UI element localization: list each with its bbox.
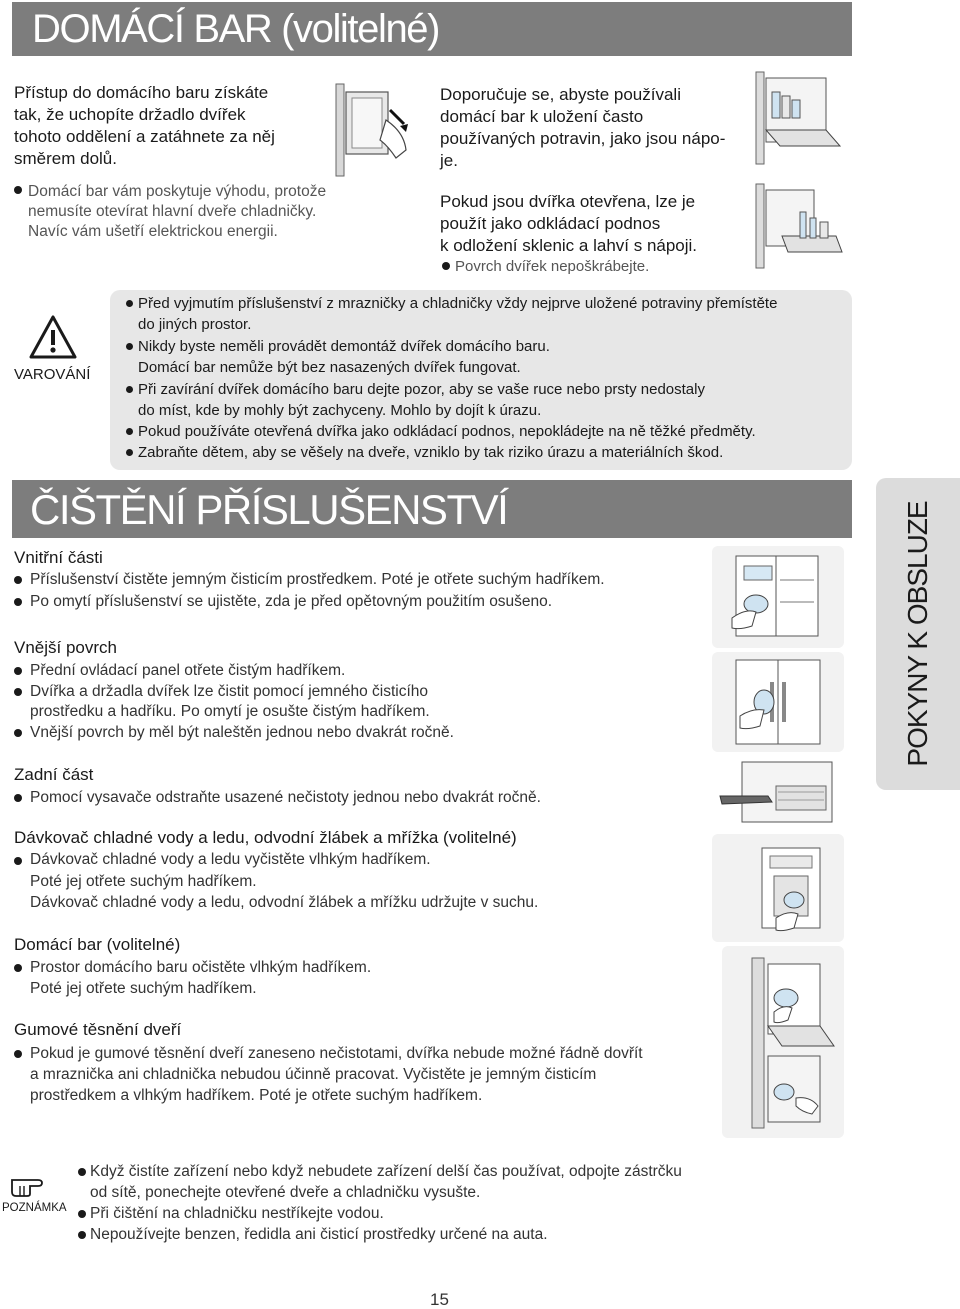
- recommend-p1-4: je.: [440, 151, 458, 170]
- recommend-p2-3: k odložení sklenic a lahví s nápoji.: [440, 236, 698, 255]
- note-line-3: Při čištění na chladničku nestříkejte vodou.: [90, 1205, 384, 1222]
- bullet-dot: [14, 1050, 22, 1058]
- back-heading: Zadní část: [14, 765, 94, 784]
- intro-lead-3: tohoto oddělení a zatáhnete za něj: [14, 127, 275, 146]
- warning-line-4: Domácí bar nemůže být bez nasazených dvířek fungovat.: [138, 359, 521, 376]
- bullet-dot: [126, 386, 133, 393]
- dispenser-line-2: Poté jej otřete suchým hadříkem.: [30, 873, 257, 890]
- outer-line-1: Přední ovládací panel otřete čistým hadříkem.: [30, 662, 346, 679]
- warning-line-5: Při zavírání dvířek domácího baru dejte pozor, aby se vaše ruce nebo prsty nedostaly: [138, 381, 705, 398]
- bullet-dot: [14, 794, 22, 802]
- gasket-line-2: a mraznička ani chladnička nebudou účinně pracovat. Vyčistěte je jemným čisticím: [30, 1066, 597, 1083]
- warning-icon: [28, 314, 78, 360]
- intro-bullet-1: Domácí bar vám poskytuje výhodu, protože: [28, 183, 327, 200]
- bullet-dot: [14, 576, 22, 584]
- note-line-4: Nepoužívejte benzen, ředidla ani čisticí prostředky určené na auta.: [90, 1226, 548, 1243]
- outer-heading: Vnější povrch: [14, 638, 117, 657]
- bullet-dot: [14, 857, 22, 865]
- gasket-line-1: Pokud je gumové těsnění dveří zaneseno nečistotami, dvířka nebude možné řádně dovřít: [30, 1045, 643, 1062]
- dispenser-heading: Dávkovač chladné vody a ledu, odvodní žlábek a mřížka (volitelné): [14, 828, 517, 847]
- pointing-hand-icon: [10, 1168, 56, 1198]
- dispenser-cleaning-illustration: [712, 834, 844, 942]
- warning-label: VAROVÁNÍ: [14, 366, 91, 383]
- gasket-line-3: prostředkem a vlhkým hadříkem. Poté je otřete suchým hadříkem.: [30, 1087, 483, 1104]
- homebar-tray-illustration: [752, 182, 844, 270]
- recommend-p2-2: použít jako odkládací podnos: [440, 214, 661, 233]
- section-title: ČIŠTĚNÍ PŘÍSLUŠENSTVÍ: [30, 486, 508, 533]
- bullet-dot: [14, 688, 22, 696]
- side-tab: [876, 478, 960, 790]
- note-line-2: od sítě, ponechejte otevřené dveře a chladničku vysušte.: [90, 1184, 481, 1201]
- homebar-line-1: Prostor domácího baru očistěte vlhkým hadříkem.: [30, 959, 372, 976]
- inner-cleaning-illustration: [712, 546, 844, 648]
- bullet-dot: [14, 667, 22, 675]
- bullet-dot: [14, 964, 22, 972]
- inner-line-1: Příslušenství čistěte jemným čisticím prostředkem. Poté je otřete suchým hadříkem.: [30, 571, 605, 588]
- recommend-p1-1: Doporučuje se, abyste používali: [440, 85, 681, 104]
- back-cleaning-illustration: [712, 756, 844, 830]
- intro-lead-1: Přístup do domácího baru získáte: [14, 83, 269, 102]
- outer-line-4: Vnější povrch by měl být naleštěn jednou nebo dvakrát ročně.: [30, 724, 454, 741]
- bullet-dot: [78, 1168, 86, 1176]
- warning-line-6: do míst, kde by mohly být zachyceny. Mohlo by dojít k úrazu.: [138, 402, 542, 419]
- side-tab-label: POKYNY K OBSLUZE: [902, 501, 933, 767]
- bullet-dot: [126, 300, 133, 307]
- warning-line-7: Pokud používáte otevřená dvířka jako odkládací podnos, nepokládejte na ně těžké předměty.: [138, 423, 756, 440]
- intro-lead-4: směrem dolů.: [14, 149, 117, 168]
- dispenser-line-3: Dávkovač chladné vody a ledu, odvodní žlábek a mřížku udržujte v suchu.: [30, 894, 539, 911]
- recommend-p1-3: používaných potravin, jako jsou nápo-: [440, 129, 726, 148]
- page-number: 15: [430, 1290, 449, 1309]
- bullet-dot: [14, 729, 22, 737]
- recommend-bullet: Povrch dvířek nepoškrábejte.: [455, 258, 650, 275]
- title-bar: [12, 2, 852, 56]
- homebar-open-illustration: [330, 80, 426, 180]
- recommend-p1-2: domácí bar k uložení často: [440, 107, 644, 126]
- bullet-dot: [126, 428, 133, 435]
- note-line-1: Když čistíte zařízení nebo když nebudete zařízení delší čas používat, odpojte zástrčku: [90, 1163, 682, 1180]
- section-bar: [12, 480, 852, 538]
- intro-bullet-2: nemusíte otevírat hlavní dveře chladničky.: [28, 203, 317, 220]
- inner-line-2: Po omytí příslušenství se ujistěte, zda je před opětovným použitím osušeno.: [30, 593, 553, 610]
- homebar-line-2: Poté jej otřete suchým hadříkem.: [30, 980, 257, 997]
- gasket-heading: Gumové těsnění dveří: [14, 1020, 182, 1039]
- bullet-dot: [126, 343, 133, 350]
- dispenser-line-1: Dávkovač chladné vody a ledu vyčistěte vlhkým hadříkem.: [30, 851, 431, 868]
- bullet-dot: [126, 449, 133, 456]
- warning-line-8: Zabraňte dětem, aby se věšely na dveře, vzniklo by tak riziko úrazu a materiálních škod.: [138, 444, 724, 461]
- bullet-dot: [442, 262, 450, 270]
- bullet-dot: [78, 1210, 86, 1218]
- homebar-cleaning-illustration: [722, 946, 844, 1138]
- intro-lead-2: tak, že uchopíte držadlo dvířek: [14, 105, 246, 124]
- homebar-heading: Domácí bar (volitelné): [14, 935, 181, 954]
- note-label: POZNÁMKA: [2, 1202, 67, 1214]
- bullet-dot: [14, 598, 22, 606]
- page-title: DOMÁCÍ BAR (volitelné): [32, 7, 440, 51]
- recommend-p2-1: Pokud jsou dvířka otevřena, lze je: [440, 192, 696, 211]
- bullet-dot: [78, 1231, 86, 1239]
- back-line-1: Pomocí vysavače odstraňte usazené nečistoty jednou nebo dvakrát ročně.: [30, 789, 541, 806]
- outer-line-2: Dvířka a držadla dvířek lze čistit pomocí jemného čisticího: [30, 683, 428, 700]
- warning-line-2: do jiných prostor.: [138, 316, 252, 333]
- homebar-shelf-illustration: [752, 70, 844, 166]
- warning-line-1: Před vyjmutím příslušenství z mrazničky a chladničky vždy nejprve uložené potraviny přemístěte: [138, 295, 778, 312]
- outer-line-3: prostředku a hadříku. Po omytí je osušte čistým hadříkem.: [30, 703, 430, 720]
- intro-bullet-3: Navíc vám ušetří elektrickou energii.: [28, 223, 278, 240]
- warning-line-3: Nikdy byste neměli provádět demontáž dvířek domácího baru.: [138, 338, 550, 355]
- outer-cleaning-illustration: [712, 652, 844, 752]
- bullet-dot: [14, 186, 22, 194]
- inner-heading: Vnitřní části: [14, 548, 103, 567]
